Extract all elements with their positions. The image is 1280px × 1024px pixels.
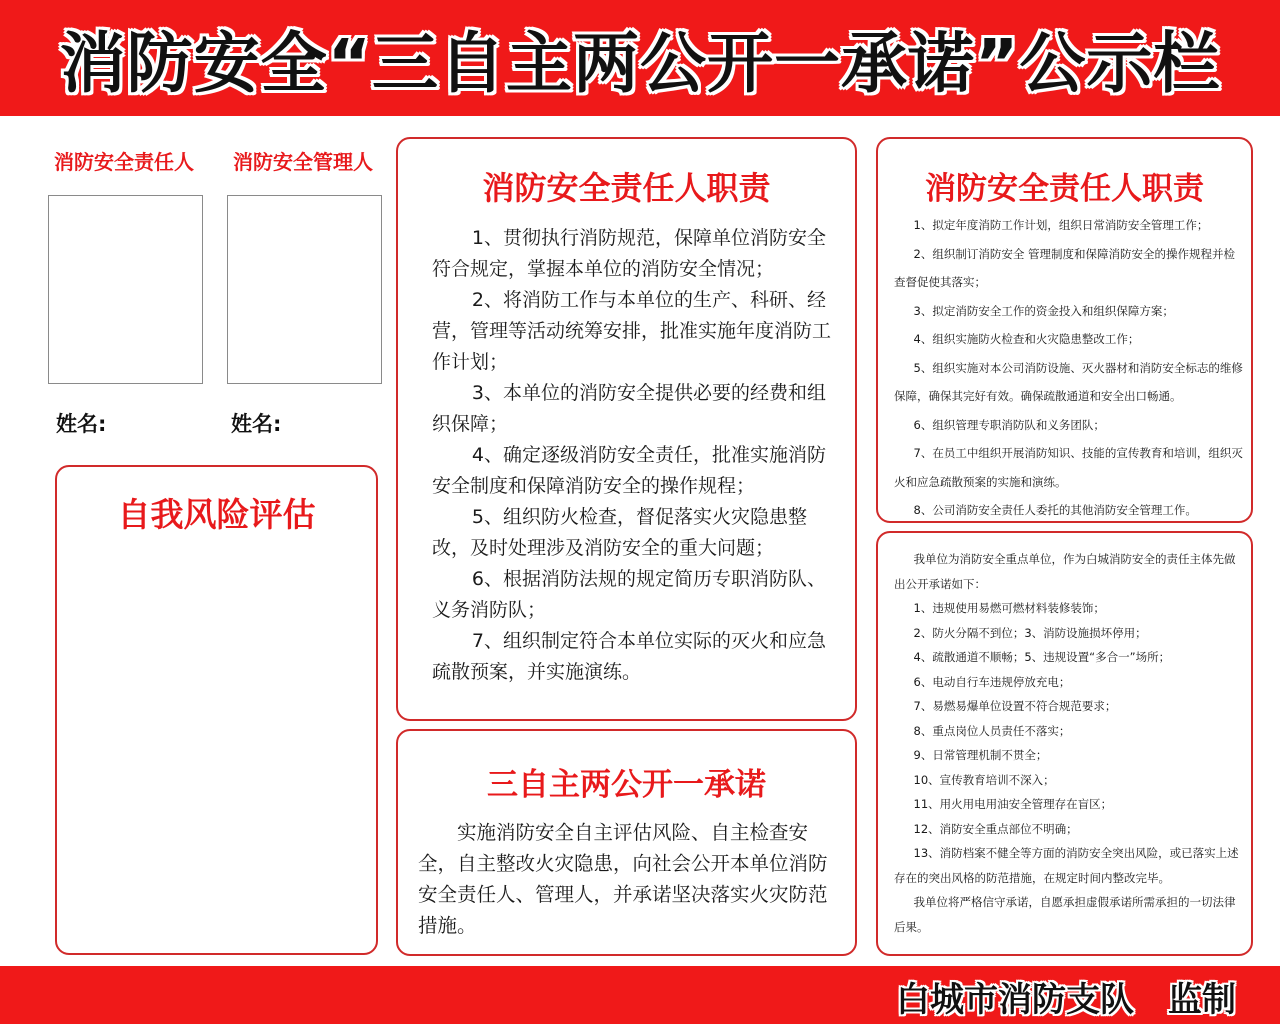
list-item: 9、日常管理机制不贯全； <box>913 748 1048 762</box>
list-item: 10、宣传教育培训不深入； <box>913 772 1055 787</box>
footer-supervisor-text: 白城市消防支队 监制 <box>896 979 1236 1020</box>
list-item: 6、组织管理专职消防队和义务团队； <box>913 417 1105 432</box>
commitment-text: 实施消防安全自主评估风险、自主检查安全，自主整改火灾隐患，向社会公开本单位消防安全责任人、管理人，并承诺坚决落实火灾防范措施。 <box>418 821 828 937</box>
list-item: 3、拟定消防安全工作的资金投入和组织保障方案； <box>913 303 1174 318</box>
responsible-name-label: 姓名: <box>56 412 107 436</box>
list-item: 13、消防档案不健全等方面的消防安全突出风险，或已落实上述存在的突出风格的防范措施，在规定时间内整改完毕。 <box>894 846 1239 885</box>
list-item: 11、用火用电用油安全管理存在盲区； <box>913 797 1113 811</box>
list-item: 4、疏散通道不顺畅；5、违规设置“多合一”场所； <box>913 650 1171 664</box>
right-duties-list <box>894 211 1244 525</box>
list-item: 1、贯彻执行消防规范，保障单位消防安全符合规定，掌握本单位的消防安全情况； <box>432 227 826 280</box>
list-item: 8、重点岗位人员责任不落实； <box>913 723 1071 738</box>
pledge-panel <box>876 531 1253 956</box>
manager-name-label: 姓名: <box>231 412 282 436</box>
list-item: 4、组织实施防火检查和火灾隐患整改工作； <box>913 332 1140 346</box>
list-item: 5、组织实施对本公司消防设施、灭火器材和消防安全标志的维修保障，确保其完好有效。确保疏散通道和安全出口畅通。 <box>894 360 1243 403</box>
manager-photo-frame <box>227 195 382 384</box>
responsible-photo-frame <box>48 195 203 384</box>
commitment-panel <box>396 729 857 956</box>
list-item: 5、组织防火检查，督促落实火灾隐患整改，及时处理涉及消防安全的重大问题； <box>432 506 807 559</box>
risk-assessment-title: 自我风险评估 <box>117 495 316 534</box>
manager-person-label: 消防安全管理人 <box>233 150 373 174</box>
commitment-title: 三自主两公开一承诺 <box>487 767 766 803</box>
list-item: 1、违规使用易燃可燃材料装修装饰； <box>913 601 1105 615</box>
right-duties-title: 消防安全责任人职责 <box>925 171 1204 207</box>
list-item: 7、组织制定符合本单位实际的灭火和应急疏散预案，并实施演练。 <box>432 630 826 683</box>
list-item: 2、防火分隔不到位；3、消防设施损坏停用； <box>913 625 1147 640</box>
list-item: 2、组织制订消防安全 管理制度和保障消防安全的操作规程并检查督促使其落实； <box>894 246 1236 289</box>
list-item: 12、消防安全重点部位不明确； <box>913 821 1078 836</box>
center-duties-title: 消防安全责任人职责 <box>482 169 771 207</box>
list-item: 6、电动自行车违规停放充电； <box>913 674 1071 689</box>
list-item: 3、本单位的消防安全提供必要的经费和组织保障； <box>432 382 826 435</box>
center-duties-list <box>432 223 842 688</box>
responsible-person-label: 消防安全责任人 <box>54 150 194 174</box>
list-item: 8、公司消防安全责任人委托的其他消防安全管理工作。 <box>913 503 1197 517</box>
center-duties-panel <box>396 137 857 721</box>
list-item: 4、确定逐级消防安全责任，批准实施消防安全制度和保障消防安全的操作规程； <box>432 444 826 497</box>
risk-assessment-panel <box>55 465 378 955</box>
list-item: 7、易燃易爆单位设置不符合规范要求； <box>913 699 1117 713</box>
pledge-list <box>894 547 1244 939</box>
list-item: 2、将消防工作与本单位的生产、科研、经营，管理等活动统筹安排，批准实施年度消防工作计划； <box>432 289 832 373</box>
right-duties-panel <box>876 137 1253 523</box>
list-item: 7、在员工中组织开展消防知识、技能的宣传教育和培训，组织灭火和应急疏散预案的实施和演练。 <box>894 446 1243 489</box>
board-title: 消防安全“三自主两公开一承诺”公示栏 <box>59 24 1221 102</box>
pledge-closing: 我单位将严格信守承诺，自愿承担虚假承诺所需承担的一切法律后果。 <box>894 895 1236 934</box>
list-item: 1、拟定年度消防工作计划，组织日常消防安全管理工作； <box>913 218 1209 232</box>
pledge-intro: 我单位为消防安全重点单位，作为白城消防安全的责任主体先做出公开承诺如下： <box>894 552 1236 591</box>
list-item: 6、根据消防法规的规定简历专职消防队、义务消防队； <box>432 568 826 621</box>
